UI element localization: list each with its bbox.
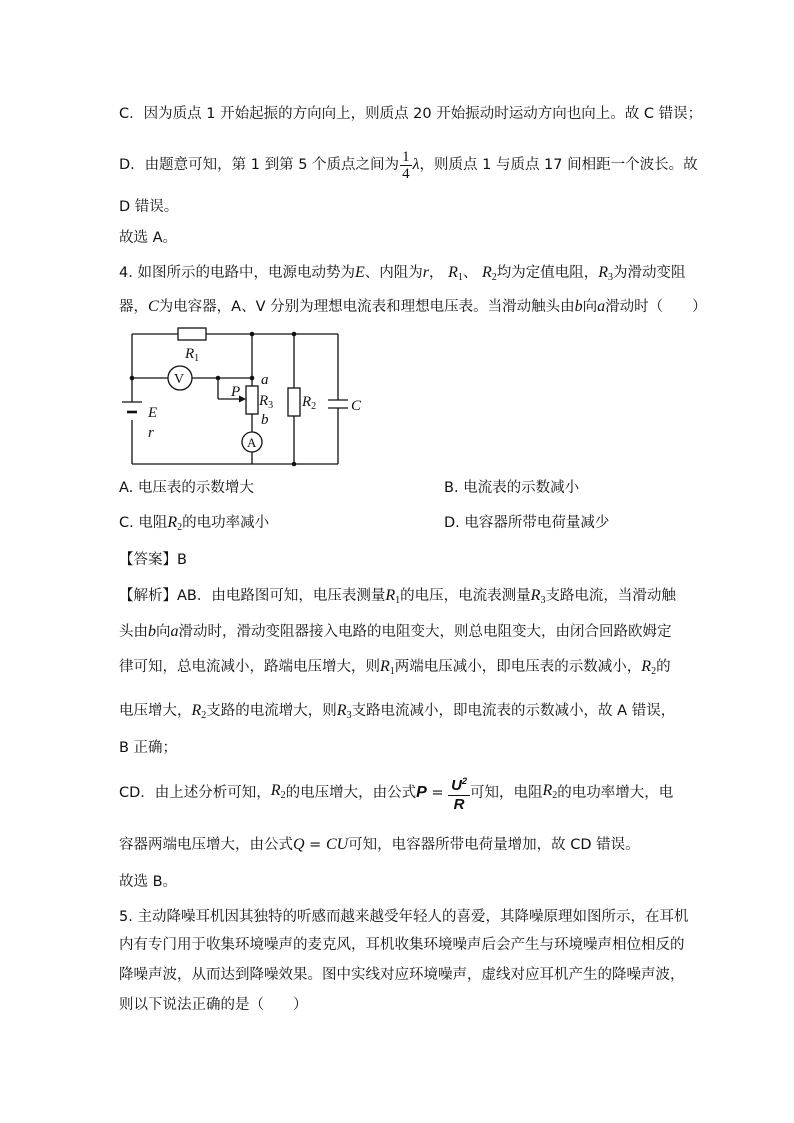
q5-line1: 5. 主动降噪耳机因其独特的听感而越来越受年轻人的喜爱，其降噪原理如图所示，在耳机	[119, 909, 689, 925]
var-r2	[542, 781, 557, 806]
junction-dot	[250, 332, 255, 337]
option-d: D. 电容器所带电荷量减少	[444, 515, 610, 531]
option-c	[119, 513, 269, 538]
line-d-explanation	[119, 150, 698, 180]
var-r2	[192, 702, 207, 719]
option-c-text: 的电功率减小	[182, 515, 270, 531]
analysis-text: 滑动时，滑动变阻器接入电路的电阻变大，则总电阻变大，由闭合回路欧姆定	[178, 624, 672, 640]
analysis-text: 支路电流，当滑动触	[545, 588, 676, 604]
subscript: 1	[389, 666, 395, 677]
option-a: A. 电压表的示数增大	[119, 480, 254, 496]
subscript: 2	[201, 710, 207, 721]
q4-stem-text: 器，	[119, 299, 148, 315]
analysis-line3	[119, 657, 671, 682]
var-r-letter: R	[167, 514, 178, 531]
subscript: 1	[457, 272, 463, 283]
label-e: E	[148, 405, 158, 421]
subscript: 2	[552, 789, 558, 801]
analysis-text: 可知，电阻	[469, 785, 543, 801]
analysis-text: 的电压增大，由公式	[285, 785, 417, 801]
q4-stem-text: 向	[582, 299, 598, 315]
var-r2	[641, 658, 656, 675]
analysis-text: CD．由上述分析可知，	[119, 785, 271, 801]
analysis-text: 电压增大，	[119, 703, 192, 719]
formula-u: U	[451, 777, 462, 794]
formula-fraction	[448, 772, 470, 814]
analysis-text: 的电压，电流表测量	[400, 588, 531, 604]
var-r2	[482, 264, 497, 281]
var-r-letter: R	[385, 587, 396, 604]
var-r-letter: R	[270, 781, 281, 799]
q4-stem-text: 4. 如图所示的电路中，电源电动势为	[119, 265, 355, 281]
var-r-letter: R	[191, 702, 202, 719]
junction-dot	[250, 376, 255, 381]
var-r: r	[422, 264, 429, 281]
subscript: 2	[177, 522, 183, 533]
formula-equals: =	[304, 837, 326, 853]
analysis-text: 容器两端电压增大，由公式	[119, 837, 293, 853]
q4-stem-text: 、内阻为	[364, 265, 423, 281]
label-r: r	[148, 425, 154, 441]
line-d-text-post: ，则质点 1 与质点 17 间相距一个波长。故	[419, 157, 698, 173]
label-p: P	[231, 384, 241, 400]
subscript: 3	[346, 710, 352, 721]
analysis-line2	[119, 622, 672, 642]
fraction-one-quarter	[400, 149, 412, 182]
analysis-line4	[119, 701, 675, 726]
line-d-text-pre: D．由题意可知，第 1 到第 5 个质点之间为	[119, 157, 400, 173]
line-d-continued: D 错误。	[119, 199, 179, 215]
formula-exponent: 2	[461, 776, 467, 786]
junction-dot	[216, 376, 221, 381]
resistor-r1	[178, 328, 206, 340]
analysis-text: 律可知，总电流减小，路端电压增大，则	[119, 659, 380, 675]
label-slider-b: b	[261, 412, 269, 428]
var-r-letter: R	[641, 658, 652, 675]
q4-stem-line2	[119, 297, 707, 317]
var-q: Q	[293, 836, 305, 853]
analysis-line7	[119, 835, 640, 855]
var-e: E	[354, 264, 365, 281]
subscript: 2	[280, 789, 286, 801]
var-r2	[271, 781, 286, 806]
q4-stem-text: 滑动时（ ）	[605, 299, 707, 315]
var-r-letter: R	[530, 587, 541, 604]
label-r2: $R_2$	[302, 394, 317, 412]
resistor-r2	[288, 388, 300, 416]
formula-p: P	[416, 784, 427, 801]
analysis-line5: B 正确；	[119, 740, 178, 756]
label-slider-a: a	[261, 372, 269, 388]
analysis-text: 两端电压减小，即电压表的示数减小，	[394, 659, 642, 675]
var-r1	[385, 587, 400, 604]
q5-line4: 则以下说法正确的是（ ）	[119, 997, 308, 1013]
var-r3	[531, 587, 546, 604]
analysis-text: 【解析】AB．由电路图可知，电压表测量	[119, 588, 386, 604]
label-a: A	[247, 435, 257, 450]
subscript: 2	[651, 666, 657, 677]
analysis-text: 的电功率增大，电	[557, 785, 674, 801]
q5-line2: 内有专门用于收集环境噪声的麦克风，耳机收集环境噪声后会产生与环境噪声相位相反的	[119, 937, 685, 953]
label-v: V	[174, 372, 185, 387]
q4-stem-text: ，	[428, 265, 444, 281]
option-c-text: C. 电阻	[119, 515, 168, 531]
var-r-letter: R	[542, 781, 553, 799]
var-r3	[598, 264, 613, 281]
var-cu: CU	[325, 836, 349, 853]
fraction-denominator: 4	[402, 165, 410, 182]
analysis-text: 向	[156, 624, 171, 640]
analysis-line6	[119, 770, 673, 816]
resistor-r3	[246, 386, 258, 414]
var-r-letter: R	[380, 658, 390, 675]
q4-stem-text: 、	[462, 265, 478, 281]
var-r-letter: R	[336, 702, 347, 719]
var-r-letter: R	[448, 264, 458, 281]
choose-b-line: 故选 B。	[119, 874, 178, 890]
var-c: C	[148, 298, 159, 315]
analysis-text: 可知，电容器所带电荷量增加，故 CD 错误。	[348, 837, 640, 853]
label-r1: $R_1$	[185, 346, 200, 364]
formula-equals: =	[426, 785, 449, 801]
var-r1	[448, 264, 463, 281]
fraction-numerator: 1	[402, 148, 410, 165]
var-a: a	[597, 298, 606, 315]
label-c: C	[351, 398, 362, 414]
q4-stem-text: 为滑动变阻	[613, 265, 686, 281]
var-b: b	[148, 623, 156, 640]
q4-stem-text: 均为定值电阻，	[496, 265, 599, 281]
option-b: B. 电流表的示数减小	[444, 480, 580, 496]
var-r3	[337, 702, 352, 719]
var-b: b	[574, 298, 583, 315]
circuit-diagram	[118, 324, 368, 474]
var-a: a	[170, 623, 179, 640]
q5-line3: 降噪声波，从而达到降噪效果。图中实线对应环境噪声，虚线对应耳机产生的降噪声波，	[119, 967, 685, 983]
q4-stem-line1	[119, 263, 686, 288]
analysis-text: 支路的电流增大，则	[206, 703, 337, 719]
subscript: 3	[540, 595, 546, 606]
analysis-text: 的	[656, 659, 671, 675]
label-r3: $R_3$	[259, 393, 274, 411]
line-c-explanation: C．因为质点 1 开始起振的方向向上，则质点 20 开始振动时运动方向也向上。故 C 错误；	[119, 106, 703, 122]
var-r-letter: R	[598, 264, 609, 281]
var-r-letter: R	[481, 264, 492, 281]
lambda-symbol: λ	[412, 156, 420, 173]
var-r1	[380, 658, 395, 675]
subscript: 1	[395, 595, 401, 606]
analysis-line1	[119, 586, 676, 611]
subscript: 2	[491, 272, 497, 283]
junction-dot	[292, 332, 297, 337]
analysis-text: 支路电流减小，即电流表的示数减小，故 A 错误，	[351, 703, 676, 719]
var-r2	[167, 514, 182, 531]
formula-denominator: R	[453, 796, 465, 813]
analysis-text: 头由	[119, 624, 148, 640]
choose-a-line: 故选 A。	[119, 230, 178, 246]
answer-line: 【答案】B	[119, 552, 187, 568]
q4-stem-text: 为电容器，A、V 分别为理想电流表和理想电压表。当滑动触头由	[158, 299, 575, 315]
subscript: 3	[608, 272, 614, 283]
junction-dot	[130, 376, 135, 381]
junction-dot	[292, 462, 297, 467]
formula-numerator	[448, 772, 470, 796]
